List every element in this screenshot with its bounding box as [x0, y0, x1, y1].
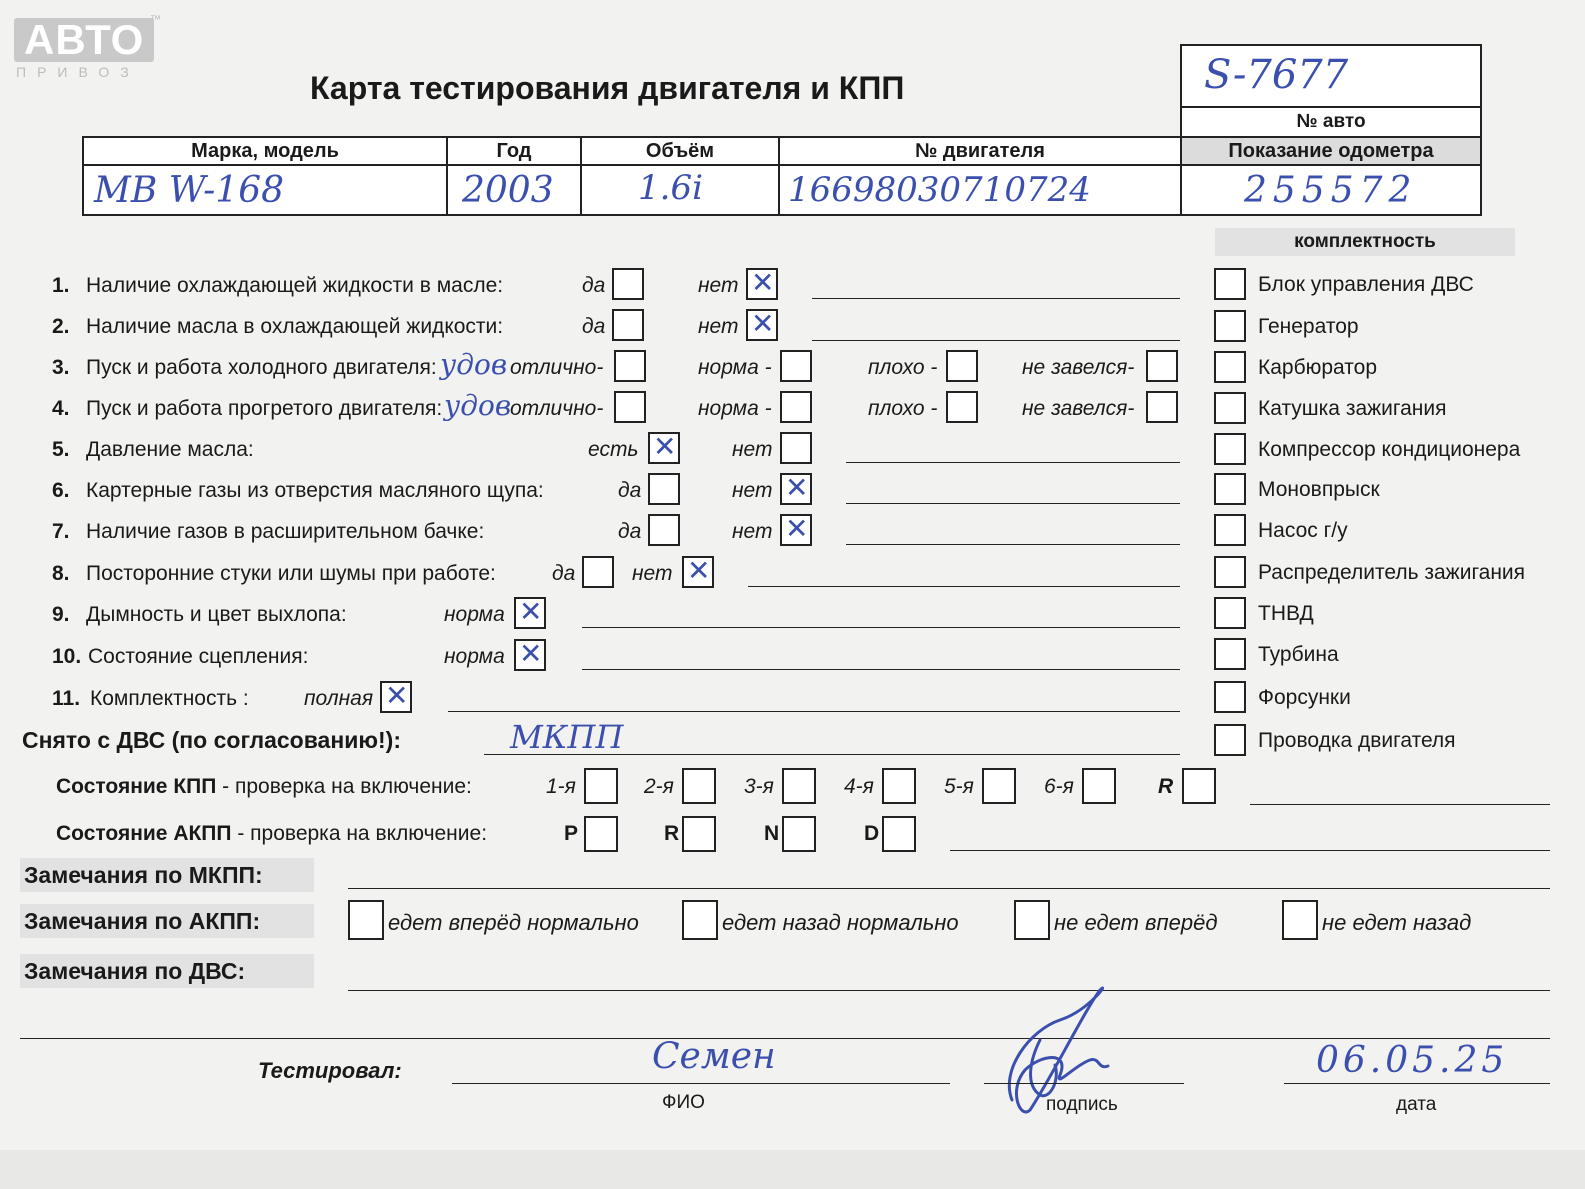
q4-handwritten-note: удов — [444, 389, 512, 422]
remarks-akpp-label: Замечания по АКПП: — [24, 908, 261, 934]
akpp-note-line — [950, 850, 1550, 851]
kpp-note-line — [1250, 804, 1550, 805]
q1-number: 1. — [52, 274, 70, 297]
q7-text: Наличие газов в расширительном бачке: — [86, 520, 485, 543]
q6-text: Картерные газы из отверстия масляного щупа: — [86, 479, 544, 502]
q3-no-start-label: не завелся- — [1022, 356, 1135, 379]
kit-item-label: Турбина — [1258, 643, 1339, 666]
cell-model — [82, 164, 448, 216]
q10-note-line — [582, 669, 1180, 670]
model-value: MB W-168 — [94, 170, 285, 211]
q4-normal-label: норма - — [698, 397, 772, 420]
q4-no-start-label: не завелся- — [1022, 397, 1135, 420]
q1-no-checkbox[interactable]: ✕ — [746, 268, 778, 300]
q10-number: 10. — [52, 645, 82, 668]
q8-no-checkbox[interactable]: ✕ — [682, 556, 714, 588]
gear-4-label: 4-я — [844, 775, 874, 798]
q6-note-line — [846, 503, 1180, 504]
q4-text: Пуск и работа прогретого двигателя: — [86, 397, 443, 420]
logo-tm: ™ — [150, 14, 161, 26]
akpp-label — [56, 822, 487, 846]
q3-bad-checkbox[interactable] — [946, 350, 978, 382]
akpp-label-bold: Состояние АКПП — [56, 822, 232, 845]
col-model-label: Марка, модель — [191, 140, 339, 162]
q1-note-line — [812, 298, 1180, 299]
gear-6-checkbox[interactable] — [1082, 768, 1116, 804]
q8-yes-checkbox[interactable] — [582, 556, 614, 588]
q3-excellent-checkbox[interactable] — [614, 350, 646, 382]
q4-excellent-checkbox[interactable] — [614, 391, 646, 423]
date-caption: дата — [1396, 1094, 1437, 1115]
q11-text: Комплектность : — [90, 687, 249, 710]
removed-value: МКПП — [510, 718, 624, 756]
col-volume-label: Объём — [645, 140, 715, 162]
year-value: 2003 — [462, 170, 554, 211]
q6-number: 6. — [52, 479, 70, 502]
q8-no-label: нет — [632, 562, 673, 585]
q3-no-start-checkbox[interactable] — [1146, 350, 1178, 382]
col-engine-number — [778, 136, 1182, 166]
kit-checkbox[interactable] — [1214, 638, 1246, 670]
akpp-forward-ok-label: едет вперёд нормально — [388, 910, 639, 935]
date-value: 06.05.25 — [1316, 1040, 1509, 1081]
q10-normal-label: норма — [444, 645, 505, 668]
car-number-label: № авто — [1296, 111, 1366, 132]
cell-engine-number — [778, 164, 1182, 216]
q1-text: Наличие охлаждающей жидкости в масле: — [86, 274, 504, 297]
kit-item-label: Форсунки — [1258, 686, 1351, 709]
q6-no-checkbox[interactable]: ✕ — [780, 473, 812, 505]
mode-p-checkbox[interactable] — [584, 816, 618, 852]
kit-checkbox[interactable] — [1214, 681, 1246, 713]
q11-note-line — [448, 711, 1180, 712]
q2-no-checkbox[interactable]: ✕ — [746, 309, 778, 341]
kit-item-label: Насос г/у — [1258, 519, 1348, 542]
q3-excellent-label: отлично- — [510, 356, 604, 379]
q5-note-line — [846, 462, 1180, 463]
q7-no-label: нет — [732, 520, 773, 543]
q5-number: 5. — [52, 438, 70, 461]
q11-full-label: полная — [304, 687, 374, 710]
mode-d-label: D — [864, 822, 880, 845]
col-year — [446, 136, 582, 166]
q4-no-start-checkbox[interactable] — [1146, 391, 1178, 423]
kpp-label-rest: - проверка на включение: — [216, 775, 472, 798]
kit-item-label: Катушка зажигания — [1258, 397, 1447, 420]
gear-3-label: 3-я — [744, 775, 774, 798]
kit-checkbox[interactable] — [1214, 351, 1246, 383]
kit-checkbox[interactable] — [1214, 514, 1246, 546]
cell-year — [446, 164, 582, 216]
q4-bad-label: плохо - — [868, 397, 938, 420]
kit-item-label: Моновпрыск — [1258, 478, 1380, 501]
kit-checkbox[interactable] — [1214, 473, 1246, 505]
odometer-value: 255572 — [1244, 170, 1418, 211]
q5-yes-label: есть — [588, 438, 639, 461]
q6-no-label: нет — [732, 479, 773, 502]
date-line — [1284, 1083, 1550, 1084]
kit-item-label: Компрессор кондиционера — [1258, 438, 1521, 461]
q8-yes-label: да — [552, 562, 576, 585]
q8-note-line — [748, 586, 1180, 587]
col-year-label: Год — [496, 140, 532, 162]
mode-d-checkbox[interactable] — [882, 816, 916, 852]
akpp-no-back-checkbox[interactable] — [1282, 900, 1318, 940]
q3-bad-label: плохо - — [868, 356, 938, 379]
q4-excellent-label: отлично- — [510, 397, 604, 420]
col-model — [82, 136, 448, 166]
q3-normal-checkbox[interactable] — [780, 350, 812, 382]
akpp-back-ok-label: едет назад нормально — [722, 910, 959, 935]
q11-full-checkbox[interactable]: ✕ — [380, 681, 412, 713]
q9-normal-checkbox[interactable]: ✕ — [514, 597, 546, 629]
q3-handwritten-note: удов — [440, 348, 508, 381]
gear-6-label: 6-я — [1044, 775, 1074, 798]
kit-checkbox[interactable] — [1214, 310, 1246, 342]
signature-line — [984, 1083, 1184, 1084]
removed-line — [484, 754, 1180, 755]
kit-item-label: Карбюратор — [1258, 356, 1378, 379]
kpp-label — [56, 775, 472, 799]
logo-main: АВТО — [14, 18, 154, 62]
q3-text: Пуск и работа холодного двигателя: — [86, 356, 437, 379]
kit-header-label: комплектность — [1294, 231, 1436, 252]
gear-2-checkbox[interactable] — [682, 768, 716, 804]
q5-yes-checkbox[interactable]: ✕ — [648, 432, 680, 464]
q8-number: 8. — [52, 562, 70, 585]
akpp-no-forward-label: не едет вперёд — [1054, 910, 1218, 935]
q2-yes-label: да — [582, 315, 606, 338]
volume-value: 1.6i — [638, 168, 703, 208]
q7-number: 7. — [52, 520, 70, 543]
logo-sub: ПРИВОЗ — [16, 64, 140, 80]
kpp-label-bold: Состояние КПП — [56, 775, 217, 798]
q4-normal-checkbox[interactable] — [780, 391, 812, 423]
gear-r-label: R — [1158, 775, 1174, 798]
fio-caption: ФИО — [662, 1092, 705, 1113]
remarks-dvs-line-2 — [20, 1038, 1550, 1039]
q1-yes-label: да — [582, 274, 606, 297]
remarks-dvs-line — [348, 990, 1550, 991]
akpp-back-ok-checkbox[interactable] — [682, 900, 718, 940]
signature-caption: подпись — [1046, 1094, 1118, 1115]
q2-note-line — [812, 340, 1180, 341]
logo — [14, 18, 154, 80]
q2-number: 2. — [52, 315, 70, 338]
col-engine-number-label: № двигателя — [915, 140, 1045, 162]
kit-header — [1215, 228, 1515, 256]
kit-checkbox[interactable] — [1214, 392, 1246, 424]
mode-n-checkbox[interactable] — [782, 816, 816, 852]
gear-2-label: 2-я — [644, 775, 674, 798]
q3-normal-label: норма - — [698, 356, 772, 379]
q10-text: Состояние сцепления: — [88, 645, 309, 668]
remarks-mkpp-line — [348, 888, 1550, 889]
tester-name: Семен — [652, 1036, 776, 1077]
q7-yes-label: да — [618, 520, 642, 543]
q3-number: 3. — [52, 356, 70, 379]
q9-number: 9. — [52, 603, 70, 626]
akpp-no-forward-checkbox[interactable] — [1014, 900, 1050, 940]
fio-line — [452, 1083, 950, 1084]
akpp-forward-ok-checkbox[interactable] — [348, 900, 384, 940]
kit-item-label: ТНВД — [1258, 602, 1314, 625]
gear-1-label: 1-я — [546, 775, 576, 798]
q6-yes-checkbox[interactable] — [648, 473, 680, 505]
q5-text: Давление масла: — [86, 438, 254, 461]
cell-volume — [580, 164, 780, 216]
q2-text: Наличие масла в охлаждающей жидкости: — [86, 315, 504, 338]
kit-item-label: Блок управления ДВС — [1258, 273, 1474, 296]
gear-5-checkbox[interactable] — [982, 768, 1016, 804]
q8-text: Посторонние стуки или шумы при работе: — [86, 562, 496, 585]
gear-3-checkbox[interactable] — [782, 768, 816, 804]
gear-4-checkbox[interactable] — [882, 768, 916, 804]
gear-5-label: 5-я — [944, 775, 974, 798]
q1-yes-checkbox[interactable] — [612, 268, 644, 300]
kit-checkbox[interactable] — [1214, 433, 1246, 465]
q10-normal-checkbox[interactable]: ✕ — [514, 639, 546, 671]
q2-no-label: нет — [698, 315, 739, 338]
car-number-value: S-7677 — [1204, 52, 1349, 98]
q7-yes-checkbox[interactable] — [648, 514, 680, 546]
car-number-label-cell — [1180, 106, 1482, 138]
q9-normal-label: норма — [444, 603, 505, 626]
q11-number: 11. — [52, 687, 81, 710]
cell-odometer — [1180, 164, 1482, 216]
col-odometer — [1180, 136, 1482, 166]
kit-item-label: Генератор — [1258, 315, 1359, 338]
kit-checkbox[interactable] — [1214, 556, 1246, 588]
q4-bad-checkbox[interactable] — [946, 391, 978, 423]
car-number-box — [1180, 44, 1482, 108]
kit-checkbox[interactable] — [1214, 268, 1246, 300]
q2-yes-checkbox[interactable] — [612, 309, 644, 341]
kit-checkbox[interactable] — [1214, 724, 1246, 756]
akpp-label-rest: - проверка на включение: — [231, 822, 488, 845]
page-bottom-edge — [0, 1150, 1585, 1189]
gear-r-checkbox[interactable] — [1182, 768, 1216, 804]
kit-item-label: Распределитель зажигания — [1258, 561, 1526, 584]
kit-checkbox[interactable] — [1214, 597, 1246, 629]
mode-p-label: P — [564, 822, 579, 845]
remarks-dvs-label: Замечания по ДВС: — [24, 958, 246, 984]
col-odometer-label: Показание одометра — [1228, 140, 1434, 162]
remarks-mkpp-label: Замечания по МКПП: — [24, 862, 263, 888]
removed-label: Снято с ДВС (по согласованию!): — [22, 727, 401, 753]
page-title: Карта тестирования двигателя и КПП — [310, 70, 905, 106]
kit-item-label: Проводка двигателя — [1258, 729, 1456, 752]
mode-r-checkbox[interactable] — [682, 816, 716, 852]
q9-text: Дымность и цвет выхлопа: — [86, 603, 347, 626]
tested-by-label: Тестировал: — [258, 1058, 402, 1083]
engine-number-value: 16698030710724 — [788, 170, 1091, 210]
q1-no-label: нет — [698, 274, 739, 297]
q6-yes-label: да — [618, 479, 642, 502]
q5-no-checkbox[interactable] — [780, 432, 812, 464]
q5-no-label: нет — [732, 438, 773, 461]
q4-number: 4. — [52, 397, 70, 420]
akpp-no-back-label: не едет назад — [1322, 910, 1472, 935]
gear-1-checkbox[interactable] — [584, 768, 618, 804]
q7-note-line — [846, 544, 1180, 545]
mode-n-label: N — [764, 822, 780, 845]
mode-r-label: R — [664, 822, 680, 845]
q7-no-checkbox[interactable]: ✕ — [780, 514, 812, 546]
q9-note-line — [582, 627, 1180, 628]
col-volume — [580, 136, 780, 166]
